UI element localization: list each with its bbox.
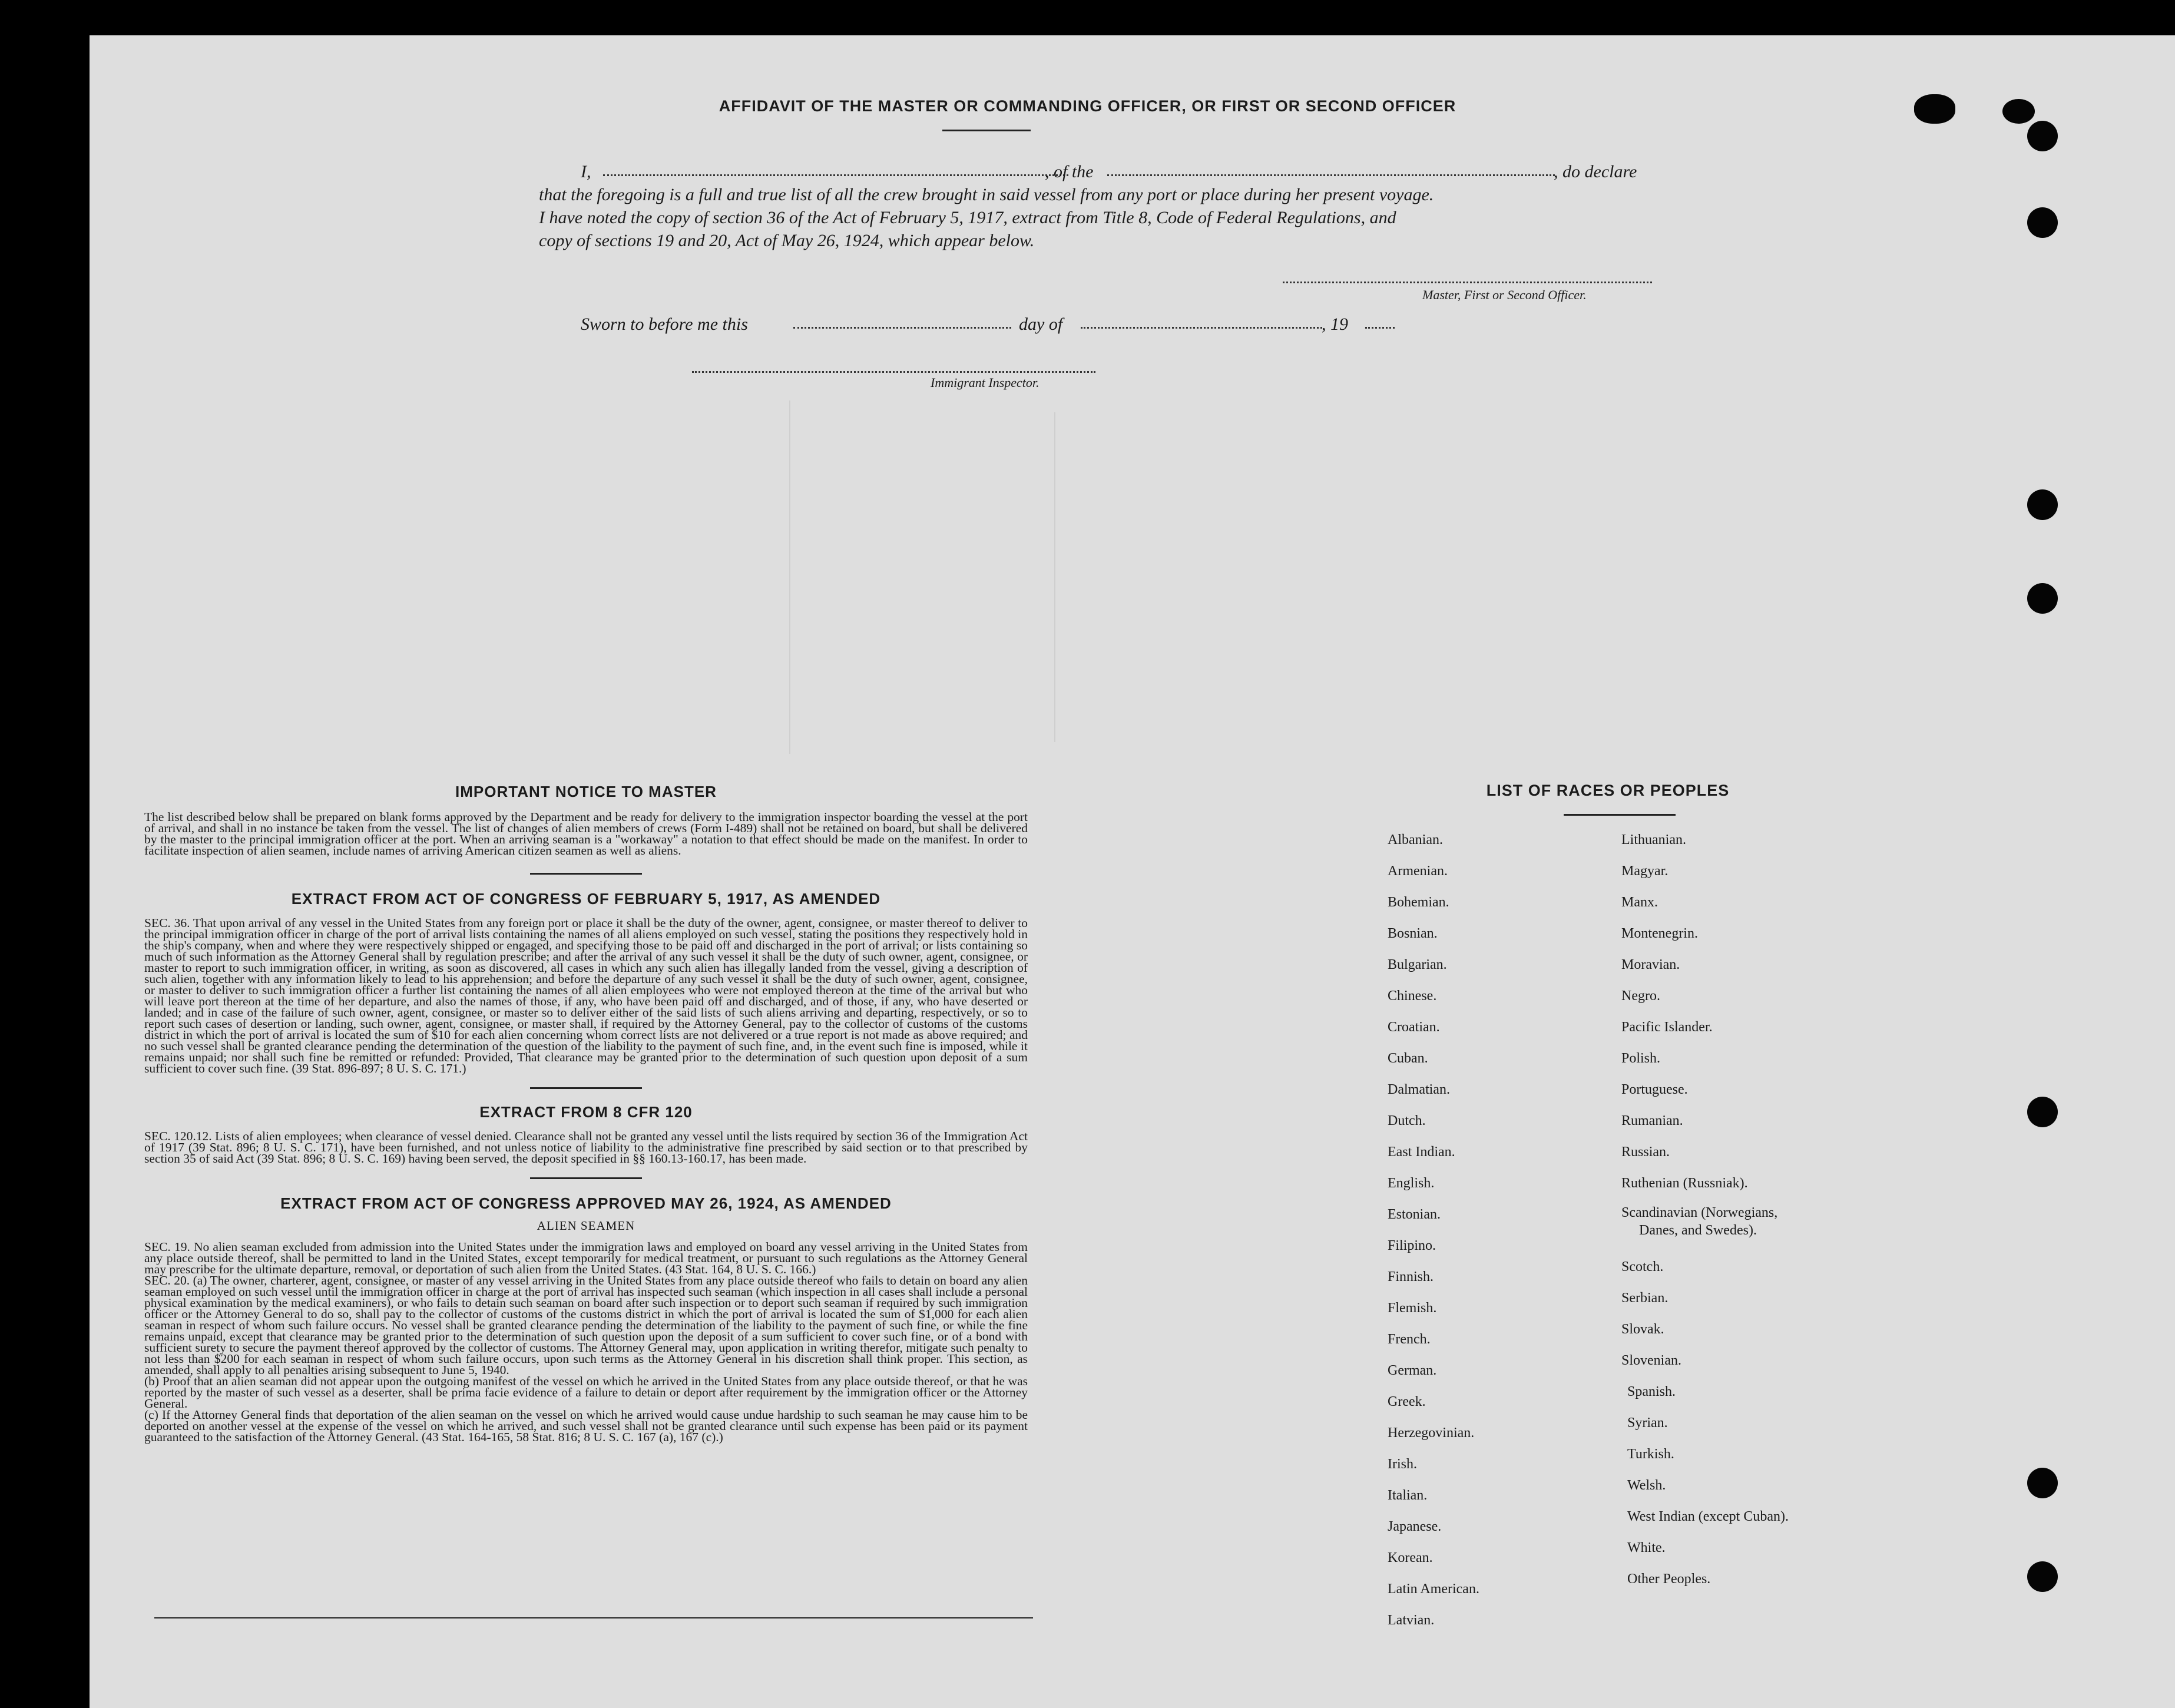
races-column-2 bbox=[1621, 825, 1789, 1595]
race-item: Slovak. bbox=[1621, 1322, 1664, 1337]
race-item: Negro. bbox=[1621, 988, 1660, 1004]
race-item: Manx. bbox=[1621, 895, 1658, 910]
race-item: Albanian. bbox=[1388, 832, 1443, 848]
race-item: West Indian (except Cuban). bbox=[1627, 1509, 1789, 1524]
bleed-line bbox=[1054, 412, 1055, 742]
race-item: Turkish. bbox=[1627, 1446, 1674, 1462]
left-column bbox=[144, 783, 1028, 1443]
race-item: Bohemian. bbox=[1388, 895, 1449, 910]
race-item: English. bbox=[1388, 1176, 1435, 1191]
section-divider bbox=[530, 1177, 642, 1179]
race-item: Ruthenian (Russniak). bbox=[1621, 1176, 1748, 1191]
race-item: Herzegovinian. bbox=[1388, 1425, 1475, 1441]
race-item: Bosnian. bbox=[1388, 926, 1438, 941]
race-item: Finnish. bbox=[1388, 1269, 1434, 1285]
race-item: Welsh. bbox=[1627, 1478, 1666, 1493]
name-blank[interactable] bbox=[603, 174, 1068, 176]
alien-seamen-subtitle: ALIEN SEAMEN bbox=[537, 1219, 635, 1233]
extract-1917-body: SEC. 36. That upon arrival of any vessel in the United States from any foreign port or place it shall be the duty of the owner, agent, consignee, or master thereof to deliver to the principal immigration officer in charge of the port of arrival lists containing the names of all aliens employed on such vessel, stating the positions they respectively hold in the ship's company, when and where they were respectively shipped or engaged, and specifying those to be paid off and discharged in the port of arrival; or lists containing so much of such information as the Attorney General shall by regulation prescribe; and after the arrival of any such vessel it shall be the duty of such owner, agent, consignee, or master to report to such immigration officer, in writing, as soon as discovered, all cases in which any such alien has illegally landed from the vessel, giving a description of such alien, together with any information likely to lead to his apprehension; and before the departure of any such vessel it shall be the duty of such owner, agent, consignee, or master to deliver to such immigration officer a further list containing the names of all alien employees who were not employed thereon at the time of the arrival but who will leave port thereon at the time of her departure, and also the names of those, if any, who have been paid off and discharged, and of those, if any, who have deserted or landed; and in case of the failure of such owner, agent, consignee, or master so to deliver either of the said lists of such aliens arriving and departing, respectively, or so to report such cases of desertion or landing, such owner, agent, consignee, or master shall, if required by the Attorney General, pay to the collector of customs of the customs district in which the port of arrival is located the sum of $10 for each alien concerning whom correct lists are not delivered or a true report is not made as above required; and no such vessel shall be granted clearance pending the determination of the question of the liability to the payment of such fine, and, in the event such fine is imposed, while it remains unpaid; nor shall such fine be remitted or refunded: Provided, That clearance may be granted prior to the determination of such question upon deposit of a sum sufficient to cover such fine. (39 Stat. 896-897; 8 U. S. C. 171.) bbox=[144, 916, 1028, 1075]
notice-title: IMPORTANT NOTICE TO MASTER bbox=[455, 783, 717, 800]
notice-body: The list described below shall be prepared on blank forms approved by the Department and be ready for delivery to the immigration inspector boarding the vessel at the port of arrival, and shall in no instance be taken from the vessel. The list of changes of alien members of crews (Form I-489) shall not be retained on board, but shall be delivered by the master to the principal immigration officer at the port. When an arriving seaman is a "workaway" a notation to that effect should be made on the manifest. In order to facilitate inspection of alien seamen, include names of arriving American citizen seamen as well as aliens. bbox=[144, 810, 1028, 858]
race-item: Latvian. bbox=[1388, 1613, 1435, 1628]
race-item: Slovenian. bbox=[1621, 1353, 1681, 1368]
race-item: Dutch. bbox=[1388, 1113, 1426, 1128]
race-item: Syrian. bbox=[1627, 1415, 1668, 1431]
race-item: Serbian. bbox=[1621, 1290, 1669, 1306]
race-item: Spanish. bbox=[1627, 1384, 1676, 1399]
race-item: Bulgarian. bbox=[1388, 957, 1447, 972]
sec-20a-text: SEC. 20. (a) The owner, charterer, agent, consignee, or master of any vessel arriving in the United States from any place outside thereof who fails to detain on board any alien seaman employed on such vessel until the immigration officer in charge at the port of arrival has inspected such seaman (which inspection in all cases shall include a personal physical examination by the medical examiners), or who fails to detain such seaman on board after such inspection or to deport such seaman if required by such immigration officer or the Attorney General to do so, shall pay to the collector of customs of the customs district in which the port of arrival is located the sum of $1,000 for each alien seaman in respect of whom such failure occurs. No vessel shall be granted clearance pending the determination of the liability to the payment of such fine, or while the fine remains unpaid, except that clearance may be granted prior to the determination of such question upon the deposit of a sum sufficient to cover such fine, or of a bond with sufficient surety to secure the payment thereof approved by the collector of customs. The Attorney General may, upon application in writing therefor, mitigate such penalty to not less than $200 for each seaman in respect of whom such failure occurs, upon such terms as the Attorney General in his discretion shall think proper. This section, as amended, shall apply to all penalties arising subsequent to June 5, 1940. bbox=[144, 1273, 1028, 1377]
sworn-label: Sworn to before me this bbox=[581, 315, 748, 334]
race-item: Dalmatian. bbox=[1388, 1082, 1450, 1097]
punch-hole bbox=[2027, 121, 2058, 151]
master-signature-line[interactable] bbox=[1283, 282, 1652, 283]
bleed-line bbox=[789, 400, 790, 754]
races-title: LIST OF RACES OR PEOPLES bbox=[1486, 782, 1730, 799]
sec-20c-text: (c) If the Attorney General finds that deportation of the alien seaman on the vessel on which he arrived would cause undue hardship to such seaman he may cause him to be deported on another vessel at the expense of the vessel on which he arrived, and such vessel shall not be granted clearance until such expense has been paid or its payment guaranteed to the satisfaction of the Attorney General. (43 Stat. 164-165, 58 Stat. 816; 8 U. S. C. 167 (a), 167 (c).) bbox=[144, 1408, 1028, 1444]
race-item: Estonian. bbox=[1388, 1207, 1441, 1222]
affidavit-title: AFFIDAVIT OF THE MASTER OR COMMANDING OFFICER, OR FIRST OR SECOND OFFICER bbox=[719, 97, 1456, 115]
extract-cfr-body: SEC. 120.12. Lists of alien employees; when clearance of vessel denied. Clearance shall not be granted any vessel until the lists required by section 36 of the Immigration Act of 1917 (39 Stat. 896; 8 U. S. C. 171), have been furnished, and not unless notice of liability to the administrative fine prescribed by said section or to that prescribed by section 35 of said Act (39 Stat. 896; 8 U. S. C. 169) having been served, the deposit specified in §§ 160.13-160.17, has been made. bbox=[144, 1129, 1028, 1166]
section-divider bbox=[530, 1087, 642, 1089]
race-item: Russian. bbox=[1621, 1144, 1670, 1160]
sec-20b-text: (b) Proof that an alien seaman did not appear upon the outgoing manifest of the vessel on which he arrived in the United States from any place outside thereof, or that he was reported by the master of such vessel as a deserter, shall be prima facie evidence of a failure to detain or deport after requirement by the immigration officer or the Attorney General. bbox=[144, 1374, 1028, 1411]
race-item: Greek. bbox=[1388, 1394, 1426, 1409]
races-column-1 bbox=[1388, 825, 1479, 1636]
race-item: Montenegrin. bbox=[1621, 926, 1698, 941]
sec-19-text: SEC. 19. No alien seaman excluded from admission into the United States under the immigration laws and employed on board any vessel arriving in the United States from any place outside thereof, shall be permitted to land in the United States, except temporarily for medical treatment, or pursuant to such regulations as the Attorney General may prescribe for the ultimate departure, removal, or deportation of such alien from the United States. (43 Stat. 164, 8 U. S. C. 166.) bbox=[144, 1240, 1028, 1276]
race-item: Latin American. bbox=[1388, 1581, 1479, 1597]
race-item: Rumanian. bbox=[1621, 1113, 1683, 1128]
race-item: Korean. bbox=[1388, 1550, 1433, 1565]
race-item: Filipino. bbox=[1388, 1238, 1436, 1253]
race-item: Portuguese. bbox=[1621, 1082, 1688, 1097]
declaration-do-declare: , do declare bbox=[1554, 162, 1637, 181]
master-caption: Master, First or Second Officer. bbox=[1422, 287, 1587, 302]
punch-hole bbox=[2027, 1561, 2058, 1592]
punch-hole bbox=[2027, 1097, 2058, 1127]
race-item: Flemish. bbox=[1388, 1300, 1437, 1316]
race-item: Scotch. bbox=[1621, 1259, 1664, 1275]
race-item: Japanese. bbox=[1388, 1519, 1442, 1534]
race-item: Polish. bbox=[1621, 1051, 1661, 1066]
race-item: French. bbox=[1388, 1332, 1431, 1347]
race-item: Italian. bbox=[1388, 1488, 1428, 1503]
races-divider bbox=[1564, 814, 1676, 816]
inspector-caption: Immigrant Inspector. bbox=[931, 375, 1040, 390]
punch-hole bbox=[2027, 489, 2058, 520]
race-item: Chinese. bbox=[1388, 988, 1437, 1004]
bottom-rule bbox=[154, 1617, 1033, 1618]
extract-1917-title: EXTRACT FROM ACT OF CONGRESS OF FEBRUARY 5, 1917, AS AMENDED bbox=[291, 890, 881, 908]
declaration-line-3: I have noted the copy of section 36 of the Act of February 5, 1917, extract from Title 8, Code of Federal Regulations, and bbox=[539, 208, 1396, 227]
extract-1924-title: EXTRACT FROM ACT OF CONGRESS APPROVED MAY 26, 1924, AS AMENDED bbox=[280, 1194, 892, 1212]
race-item: White. bbox=[1627, 1540, 1666, 1555]
race-item: Other Peoples. bbox=[1627, 1571, 1711, 1587]
vessel-blank[interactable] bbox=[1107, 174, 1555, 176]
race-item: East Indian. bbox=[1388, 1144, 1455, 1160]
sworn-month-blank[interactable] bbox=[1081, 327, 1322, 329]
extract-cfr-title: EXTRACT FROM 8 CFR 120 bbox=[479, 1103, 693, 1121]
race-item: Moravian. bbox=[1621, 957, 1680, 972]
punch-hole bbox=[2027, 1468, 2058, 1498]
race-item: Pacific Islander. bbox=[1621, 1019, 1713, 1035]
declaration-of-the: , of the bbox=[1045, 162, 1094, 181]
section-divider bbox=[530, 873, 642, 875]
declaration-line-2: that the foregoing is a full and true list of all the crew brought in said vessel from any port or place during her present voyage. bbox=[539, 185, 1434, 204]
race-item: Armenian. bbox=[1388, 863, 1448, 879]
race-item: Cuban. bbox=[1388, 1051, 1428, 1066]
declaration-i: I, bbox=[581, 162, 591, 181]
year-blank[interactable] bbox=[1365, 327, 1395, 329]
day-of-label: day of bbox=[1019, 315, 1063, 334]
year-label: , 19 bbox=[1322, 315, 1348, 334]
punch-hole bbox=[2027, 207, 2058, 238]
punch-hole bbox=[2027, 583, 2058, 614]
sworn-day-blank[interactable] bbox=[793, 327, 1011, 329]
race-item: Magyar. bbox=[1621, 863, 1669, 879]
race-item: German. bbox=[1388, 1363, 1437, 1378]
race-item: Danes, and Swedes). bbox=[1639, 1223, 1757, 1238]
inspector-signature-line[interactable] bbox=[692, 371, 1095, 373]
declaration-line-4: copy of sections 19 and 20, Act of May 26, 1924, which appear below. bbox=[539, 231, 1035, 250]
race-item: Croatian. bbox=[1388, 1019, 1440, 1035]
race-item: Irish. bbox=[1388, 1457, 1417, 1472]
race-item: Lithuanian. bbox=[1621, 832, 1686, 848]
race-item: Scandinavian (Norwegians, bbox=[1621, 1205, 1778, 1220]
title-divider bbox=[942, 130, 1031, 131]
